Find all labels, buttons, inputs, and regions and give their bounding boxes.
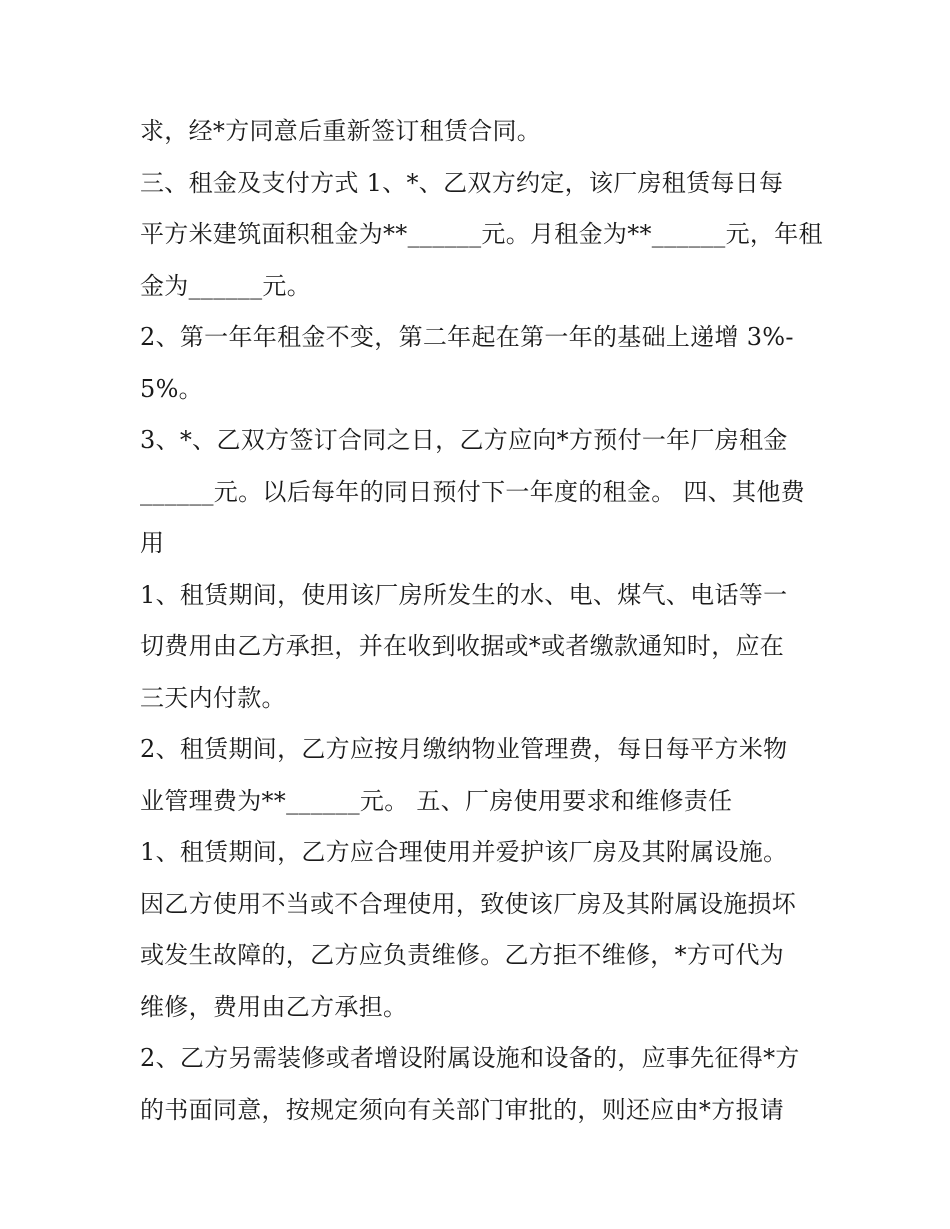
text-line: 三天内付款。 [140, 683, 286, 712]
text-line: 2、租赁期间，乙方应按月缴纳物业管理费，每日每平方米物 [140, 735, 788, 763]
text-line: 用 [140, 529, 165, 557]
text-line: 的书面同意，按规定须向有关部门审批的，则还应由*方报请 [140, 1095, 785, 1124]
text-line: 金为______元。 [140, 271, 311, 300]
text-line: 三、租金及支付方式 1、*、乙双方约定，该厂房租赁每日每 [140, 168, 784, 197]
text-line: 求，经*方同意后重新签订租赁合同。 [140, 117, 542, 145]
text-line: 1、租赁期间，使用该厂房所发生的水、电、煤气、电话等一 [140, 580, 788, 609]
text-line: ______元。以后每年的同日预付下一年度的租金。 四、其他费 [140, 477, 805, 506]
text-line: 维修，费用由乙方承担。 [140, 992, 408, 1021]
text-line: 1、租赁期间，乙方应合理使用并爱护该厂房及其附属设施。 [140, 838, 788, 866]
text-line: 或发生故障的，乙方应负责维修。乙方拒不维修，*方可代为 [140, 941, 785, 969]
text-line: 因乙方使用不当或不合理使用，致使该厂房及其附属设施损坏 [140, 889, 797, 918]
contract-body-text [140, 106, 823, 1136]
text-line: 3、*、乙双方签订合同之日，乙方应向*方预付一年厂房租金 [140, 426, 788, 454]
text-line: 5%。 [140, 374, 203, 403]
text-line: 平方米建筑面积租金为**______元。月租金为**______元，年租 [140, 220, 823, 248]
text-line: 2、第一年年租金不变，第二年起在第一年的基础上递增 3%- [140, 323, 794, 351]
text-line: 业管理费为**______元。 五、厂房使用要求和维修责任 [140, 786, 733, 815]
text-line: 2、乙方另需装修或者增设附属设施和设备的，应事先征得*方 [140, 1044, 800, 1072]
text-line: 切费用由乙方承担，并在收到收据或*或者缴款通知时，应在 [140, 632, 785, 660]
